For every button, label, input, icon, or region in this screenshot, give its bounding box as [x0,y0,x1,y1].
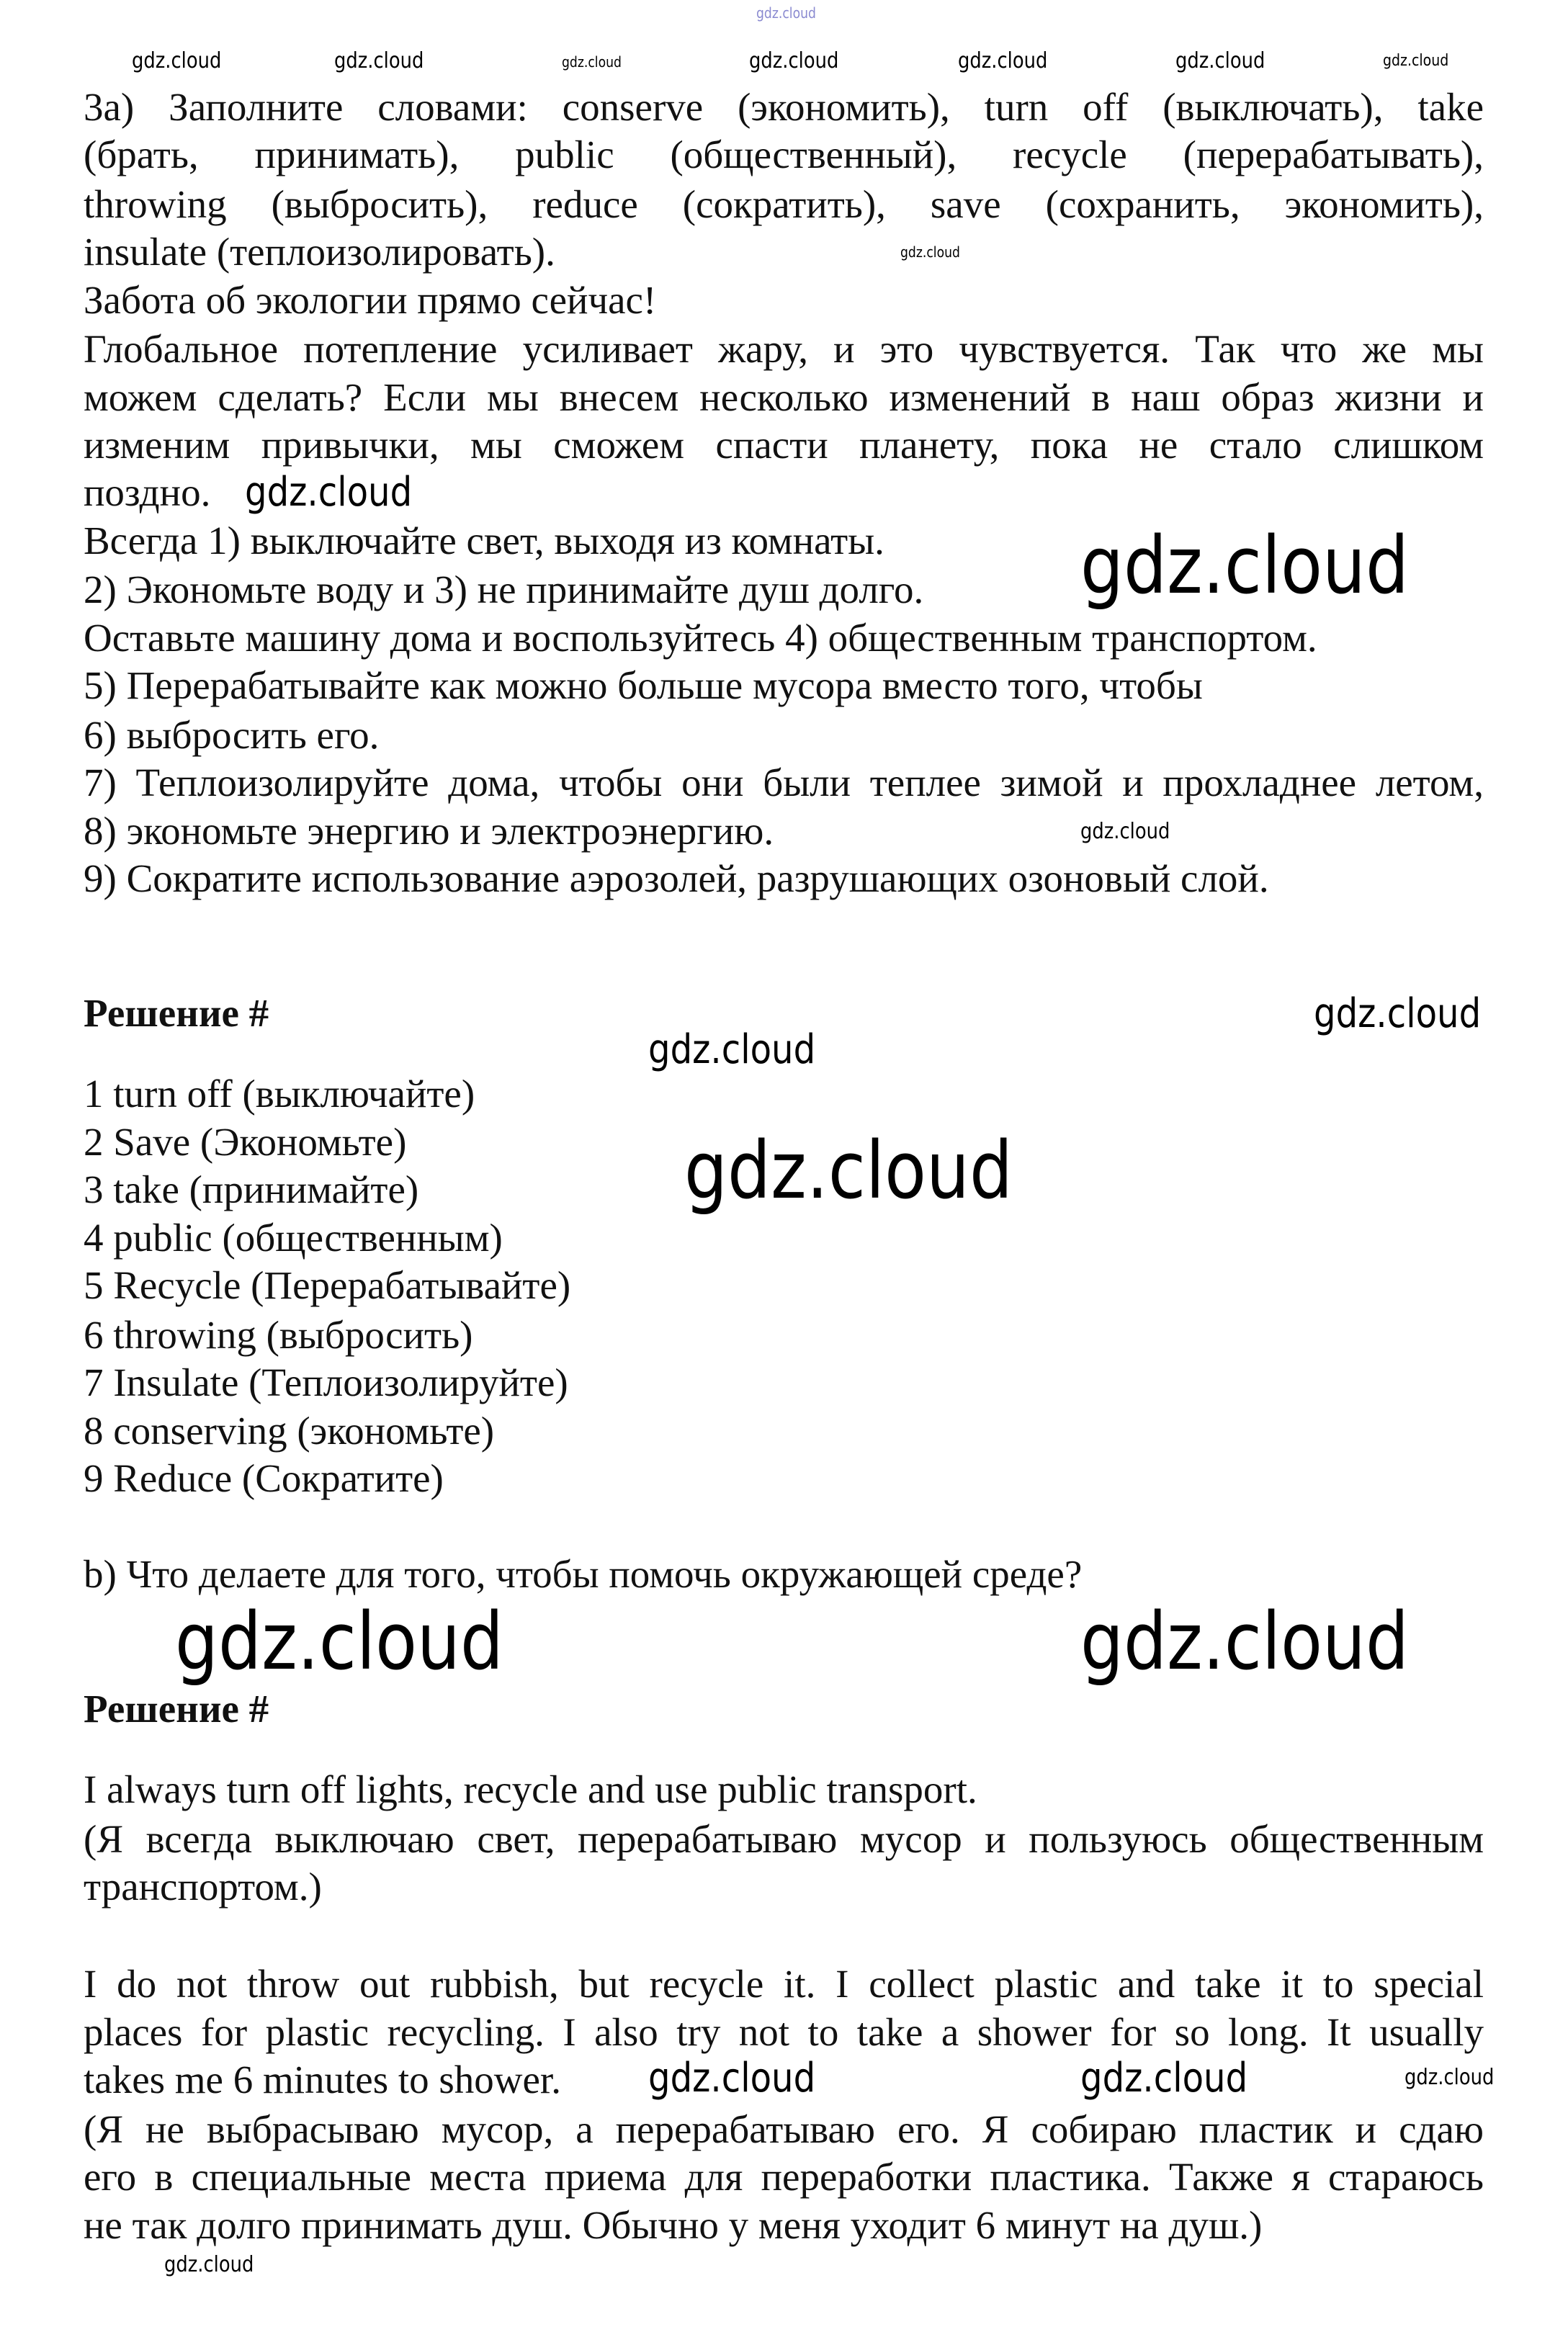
solution-heading: Решение # [84,991,269,1035]
text-line: 2) Экономьте воду и 3) не принимайте душ долго. [84,568,924,611]
instruction-line: 3a) Заполните словами: conserve (экономить), turn off (выключать), take [84,85,1484,129]
answer-item: 4 public (общественным) [84,1216,503,1260]
watermark: gdz.cloud [1314,990,1482,1037]
answer-line: транспортом.) [84,1865,322,1909]
text-line: 5) Перерабатывайте как можно больше мусора вместо того, чтобы [84,663,1203,707]
instruction-line: insulate (теплоизолировать). [84,230,555,274]
watermark: gdz.cloud [648,1026,816,1073]
answer-line: его в специальные места приема для переработки пластика. Также я стараюсь [84,2155,1484,2199]
watermark: gdz.cloud [958,48,1048,73]
watermark: gdz.cloud [334,48,424,73]
watermark: gdz.cloud [245,469,413,516]
text-line: Глобальное потепление усиливает жару, и это чувствуется. Так что же мы [84,327,1484,371]
answer-item: 5 Recycle (Перерабатывайте) [84,1263,571,1307]
watermark: gdz.cloud [1080,2055,1248,2102]
answer-line: takes me 6 minutes to shower. [84,2058,561,2102]
watermark: gdz.cloud [562,53,622,71]
answer-line: не так долго принимать душ. Обычно у меня уходит 6 минут на душ.) [84,2203,1263,2247]
text-line: 8) экономьте энергию и электроэнергию. [84,809,774,853]
answer-line: (Я всегда выключаю свет, перерабатываю мусор и пользуюсь общественным [84,1817,1484,1861]
text-line: изменим привычки, мы сможем спасти планету, пока не стало слишком [84,423,1484,467]
watermark: gdz.cloud [648,2055,816,2102]
watermark: gdz.cloud [684,1124,1013,1216]
watermark: gdz.cloud [749,48,839,73]
answer-item: 9 Reduce (Сократите) [84,1456,444,1500]
text-line: поздно. [84,470,211,514]
question-b: b) Что делаете для того, чтобы помочь окружающей среде? [84,1552,1083,1596]
instruction-line: throwing (выбросить), reduce (сократить), save (сохранить, экономить), [84,182,1484,226]
answer-item: 7 Insulate (Теплоизолируйте) [84,1360,568,1404]
watermark: gdz.cloud [1080,519,1410,611]
text-line: Всегда 1) выключайте свет, выходя из комнаты. [84,519,884,562]
text-line: можем сделать? Если мы внесем несколько изменений в наш образ жизни и [84,375,1484,419]
watermark: gdz.cloud [900,243,960,261]
answer-item: 2 Save (Экономьте) [84,1120,407,1164]
text-title: Забота об экологии прямо сейчас! [84,278,657,322]
answer-line: I do not throw out rubbish, but recycle it. I collect plastic and take it to special [84,1962,1484,2006]
text-line: Оставьте машину дома и воспользуйтесь 4) общественным транспортом. [84,616,1317,660]
watermark: gdz.cloud [164,2252,254,2277]
answer-item: 1 turn off (выключайте) [84,1072,475,1116]
text-line: 6) выбросить его. [84,713,380,757]
answer-item: 3 take (принимайте) [84,1167,419,1211]
text-line: 7) Теплоизолируйте дома, чтобы они были теплее зимой и прохладнее летом, [84,761,1484,804]
watermark: gdz.cloud [132,48,222,73]
watermark: gdz.cloud [1080,819,1170,844]
watermark: gdz.cloud [756,4,816,22]
solution-heading: Решение # [84,1687,269,1731]
watermark: gdz.cloud [1175,48,1265,73]
watermark: gdz.cloud [175,1595,504,1687]
answer-line: places for plastic recycling. I also try not to take a shower for so long. It usually [84,2010,1484,2054]
text-line: 9) Сократите использование аэрозолей, разрушающих озоновый слой. [84,856,1269,900]
watermark: gdz.cloud [1080,1595,1410,1687]
answer-line: (Я не выбрасываю мусор, а перерабатываю его. Я собираю пластик и сдаю [84,2107,1484,2151]
watermark: gdz.cloud [1383,52,1449,70]
watermark: gdz.cloud [1405,2065,1495,2090]
answer-line: I always turn off lights, recycle and use public transport. [84,1767,977,1811]
answer-item: 8 conserving (экономьте) [84,1409,495,1453]
answer-item: 6 throwing (выбросить) [84,1313,473,1357]
instruction-line: (брать, принимать), public (общественный), recycle (перерабатывать), [84,133,1484,176]
